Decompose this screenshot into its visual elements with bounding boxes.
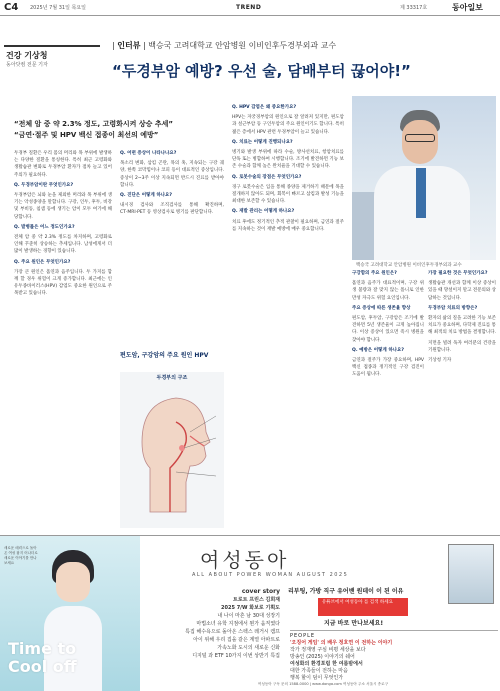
slogan-line: Cool off xyxy=(8,657,77,676)
paragraph: 치료 후에도 정기적인 추적 관찰이 필요하며, 금연과 절주를 지속하는 것이 재발 예방에 매우 중요합니다. xyxy=(232,219,344,232)
article-column-5 xyxy=(428,270,496,532)
magazine-logo: 여성동아 xyxy=(200,548,290,572)
people-item: 작가 정재영 구심 비평 세상을 보다 xyxy=(290,647,366,653)
reporter-desk: 동아닷컴 전문 기자 xyxy=(6,62,48,68)
photo-caption: 백승국 고려대학교 안암병원 이비인후두경부외과 교수 xyxy=(356,263,462,268)
question: 가장 필요한 것은 무엇인가요? xyxy=(428,271,488,276)
story-item: 디지털 과 ETF 10가지 이번 상반기 특집 xyxy=(192,653,280,659)
question: Q. 주요 원인은 무엇인가요? xyxy=(14,259,71,265)
paragraph: 병기와 발생 부위에 따라 수술, 방사선치료, 항암치료를 단독 또는 병합하여 시행합니다. 조기에 발견하면 기능 보존 수술과 함께 높은 완치율을 기대할 수 있습니다. xyxy=(232,150,344,170)
story-item: 마법소녀 유학 지점에서 뭔가 움직였다 xyxy=(196,621,280,627)
anatomy-diagram xyxy=(120,372,224,528)
question: 주요 증상에 따른 생존율 향상 xyxy=(352,305,411,311)
paragraph: 전체 암 중 약 2.3% 정도를 차지하며, 고령화로 인해 꾸준히 상승하는 추세입니다. 남성에게서 더 많이 발생하는 경향이 있습니다. xyxy=(14,235,112,255)
issue-number: 제 33317호 xyxy=(400,5,428,11)
paragraph: 생활습관 개선과 함께 이상 증상이 있을 때 망설이지 말고 전문의와 상담하는 것입니다. xyxy=(428,281,496,301)
face xyxy=(402,120,438,164)
people-list xyxy=(290,640,498,682)
ad-feature-title: 리부팅, 가방 직구 유어밴 원데이 이 된 이유 xyxy=(288,588,404,595)
page-number: C4 xyxy=(4,2,19,13)
question: Q. 로봇수술의 장점은 무엇인가요? xyxy=(232,174,302,180)
paragraph: 내시경 검사와 조직검사를 통해 확진하며, CT·MRI·PET 등 영상검사로 병기를 판단합니다. xyxy=(120,203,224,216)
question: 구강함의 주요 원인은? xyxy=(352,271,397,276)
section-heading: 편도암, 구강암의 주요 원인 HPV xyxy=(120,352,209,359)
paragraph: 편도암, 후두암, 구강암은 조기에 발견하면 5년 생존율이 크게 높아집니다. 이상 증상이 있으면 즉시 병원을 찾아야 합니다. xyxy=(352,316,424,343)
paragraph: 흡연과 음주가 대표적이며, 구강 위생 불량과 잘 맞지 않는 틀니로 인한 만성 자극도 위험 요인입니다. xyxy=(352,281,424,301)
people-item: 행복 할이 덤이 무엇인가 xyxy=(290,675,344,681)
paragraph: 목소리 변화, 삼킴 곤란, 목의 혹, 지속되는 구강 궤양, 한쪽 코막힘이나 코피 등이 대표적인 증상입니다. 증상이 2~3주 이상 지속되면 반드시 진료를 받아야 합니다. xyxy=(120,161,224,188)
question: 두경부암 치료의 방향은? xyxy=(428,305,478,311)
question: Q. 두경부암이란 무엇인가요? xyxy=(14,182,74,188)
story-item: 아이 위해 우리 집을 같은 계열 아파트로 xyxy=(193,637,280,643)
cover-story-heading: cover story xyxy=(241,588,280,595)
subhead-line: “전체 암 중 약 2.3% 정도, 고령화시켜 상승 추세” xyxy=(14,120,173,128)
interview-byline: | 인터뷰 | 백승국 고려대학교 안암병원 이비인후두경부외과 교수 xyxy=(112,41,337,50)
section-title: TREND xyxy=(236,4,262,11)
slogan-line: Time to xyxy=(8,639,77,658)
story-item: 2025 7/W 화보로 기획도 xyxy=(221,605,280,611)
paragraph: 금연과 절주가 가장 중요하며, HPV 백신 접종과 정기적인 구강 검진이 도움이 됩니다. xyxy=(352,358,424,378)
magazine-subtitle: ALL ABOUT POWER WOMAN AUGUST 2025 xyxy=(192,572,349,578)
article-column-2 xyxy=(120,150,224,348)
people-item: 여성화의 환경포럼 한 여름밤에서 xyxy=(290,661,363,667)
youtube-cta: 지금 바로 만나보세요! xyxy=(324,620,384,627)
article-column-3 xyxy=(232,104,344,532)
paragraph: 두경부 질환은 우리 몸의 머리와 목 부위에 발생하는 다양한 질환을 통칭한다. 특히 최근 고령화와 생활습관 변화로 두경부암 환자가 점차 늘고 있어 주의가 필요하다. xyxy=(14,151,112,178)
interview-label: 인터뷰 xyxy=(117,41,141,50)
tie xyxy=(416,168,426,218)
question: Q. 진단은 어떻게 하나요? xyxy=(120,193,172,199)
question: Q. 어떤 증상이 나타나나요? xyxy=(120,151,177,156)
story-item: 내 나이 마흔 남 30대 성장기 xyxy=(217,613,280,619)
people-section-heading: PEOPLE xyxy=(290,630,498,639)
question: Q. 발병률은 어느 정도인가요? xyxy=(14,224,75,230)
paragraph: 환자의 삶의 질을 고려한 기능 보존 치료가 중요하며, 다학제 진료를 통해 최적의 치료 방법을 결정합니다. xyxy=(428,316,496,336)
diagram-title: 두경부의 구조 xyxy=(156,375,188,381)
subhead-line: “금연·절주 및 HPV 백신 접종이 최선의 예방” xyxy=(14,131,159,139)
publish-date: 2025년 7월 31일 목요일 xyxy=(30,5,87,11)
question: Q. 재발 관리는 어떻게 하나요? xyxy=(232,209,295,215)
story-item: 트로트 프린스 김희재 xyxy=(233,597,280,603)
paragraph: HPV는 자궁경부암의 원인으로 잘 알려져 있지만, 편도암과 설근부암 등 구인두암의 주요 원인이기도 합니다. 특히 젊은 층에서 HPV 관련 두경부암이 늘고 있습니다. xyxy=(232,115,344,135)
magazine-cover-thumbnail xyxy=(448,544,494,604)
people-item: 대한 가족들이 전하는 마음 xyxy=(290,668,348,674)
paragraph: 가장 큰 원인은 흡연과 음주입니다. 두 가지를 함께 할 경우 위험이 크게 증가합니다. 최근에는 인유두종바이러스(HPV) 감염도 중요한 원인으로 주목받고 있습니다. xyxy=(14,269,112,297)
ad-slogan xyxy=(8,640,77,676)
ad-footer: 여성동아 구독 문의 1588-0000 | www.donga.com 여성동아 주소 서울시 종로구 xyxy=(257,682,389,686)
paragraph: 경구 로봇수술은 입을 통해 종양을 제거하기 때문에 목을 절개하지 않아도 되며, 회복이 빠르고 삼킴과 발성 기능을 최대한 보존할 수 있습니다. xyxy=(232,184,344,205)
article-subhead xyxy=(14,119,173,141)
people-item: 방송인 (2025) 이야기의 쉐어 xyxy=(290,654,355,660)
interviewee-name: 백승국 고려대학교 안암병원 이비인후두경부외과 교수 xyxy=(148,41,337,50)
head-neck-illustration xyxy=(120,372,224,528)
youtube-search-banner[interactable]: 유튜브에서 여성동아 를 검색 하세요 xyxy=(318,598,408,616)
paragraph: 지면을 빌려 독자 여러분의 건강을 기원합니다. xyxy=(428,340,496,353)
author-signoff: 기상청 기자 xyxy=(428,358,452,364)
reporter-column-name: 건강 기상청 xyxy=(6,51,48,60)
model-face xyxy=(56,562,90,602)
people-item: '오징어 게임' 의 배우 정호연 이 전하는 이야기 xyxy=(290,640,393,646)
newspaper-logo: 동아일보 xyxy=(452,2,483,12)
cover-story-list xyxy=(148,588,280,660)
glasses-icon xyxy=(405,134,435,142)
magazine-advertisement xyxy=(0,535,500,691)
question: Q. 치료는 어떻게 진행되나요? xyxy=(232,139,293,145)
question: Q. HPV 감염은 왜 중요한가요? xyxy=(232,105,297,110)
ad-tagline: 새로운 매력으로 돌아온 여성 잡지 어나더로 새로운 이야기를 만나보세요 xyxy=(4,546,38,565)
article-column-4 xyxy=(352,270,424,532)
article-column-1 xyxy=(14,150,112,532)
page-header xyxy=(0,0,500,16)
story-item: 특집 해수욕으로 돌아온 스펙스 레거시 캠프 xyxy=(185,629,280,635)
section-rule xyxy=(4,45,100,47)
paragraph: 두경부암은 뇌와 눈을 제외한 머리와 목 부위에 생기는 악성종양을 말합니다. 구강, 인두, 후두, 비강 및 부비동, 침샘 등에 생기는 암이 모두 여기에 해당합니다. xyxy=(14,193,112,220)
article-headline: “두경부암 예방? 우선 술, 담배부터 끊어야!” xyxy=(112,62,411,80)
question: Q. 예방은 어떻게 하나요? xyxy=(352,347,404,353)
doctor-photo xyxy=(352,96,496,260)
story-item: 가속노화 도시의 새로운 신화 xyxy=(217,645,280,651)
